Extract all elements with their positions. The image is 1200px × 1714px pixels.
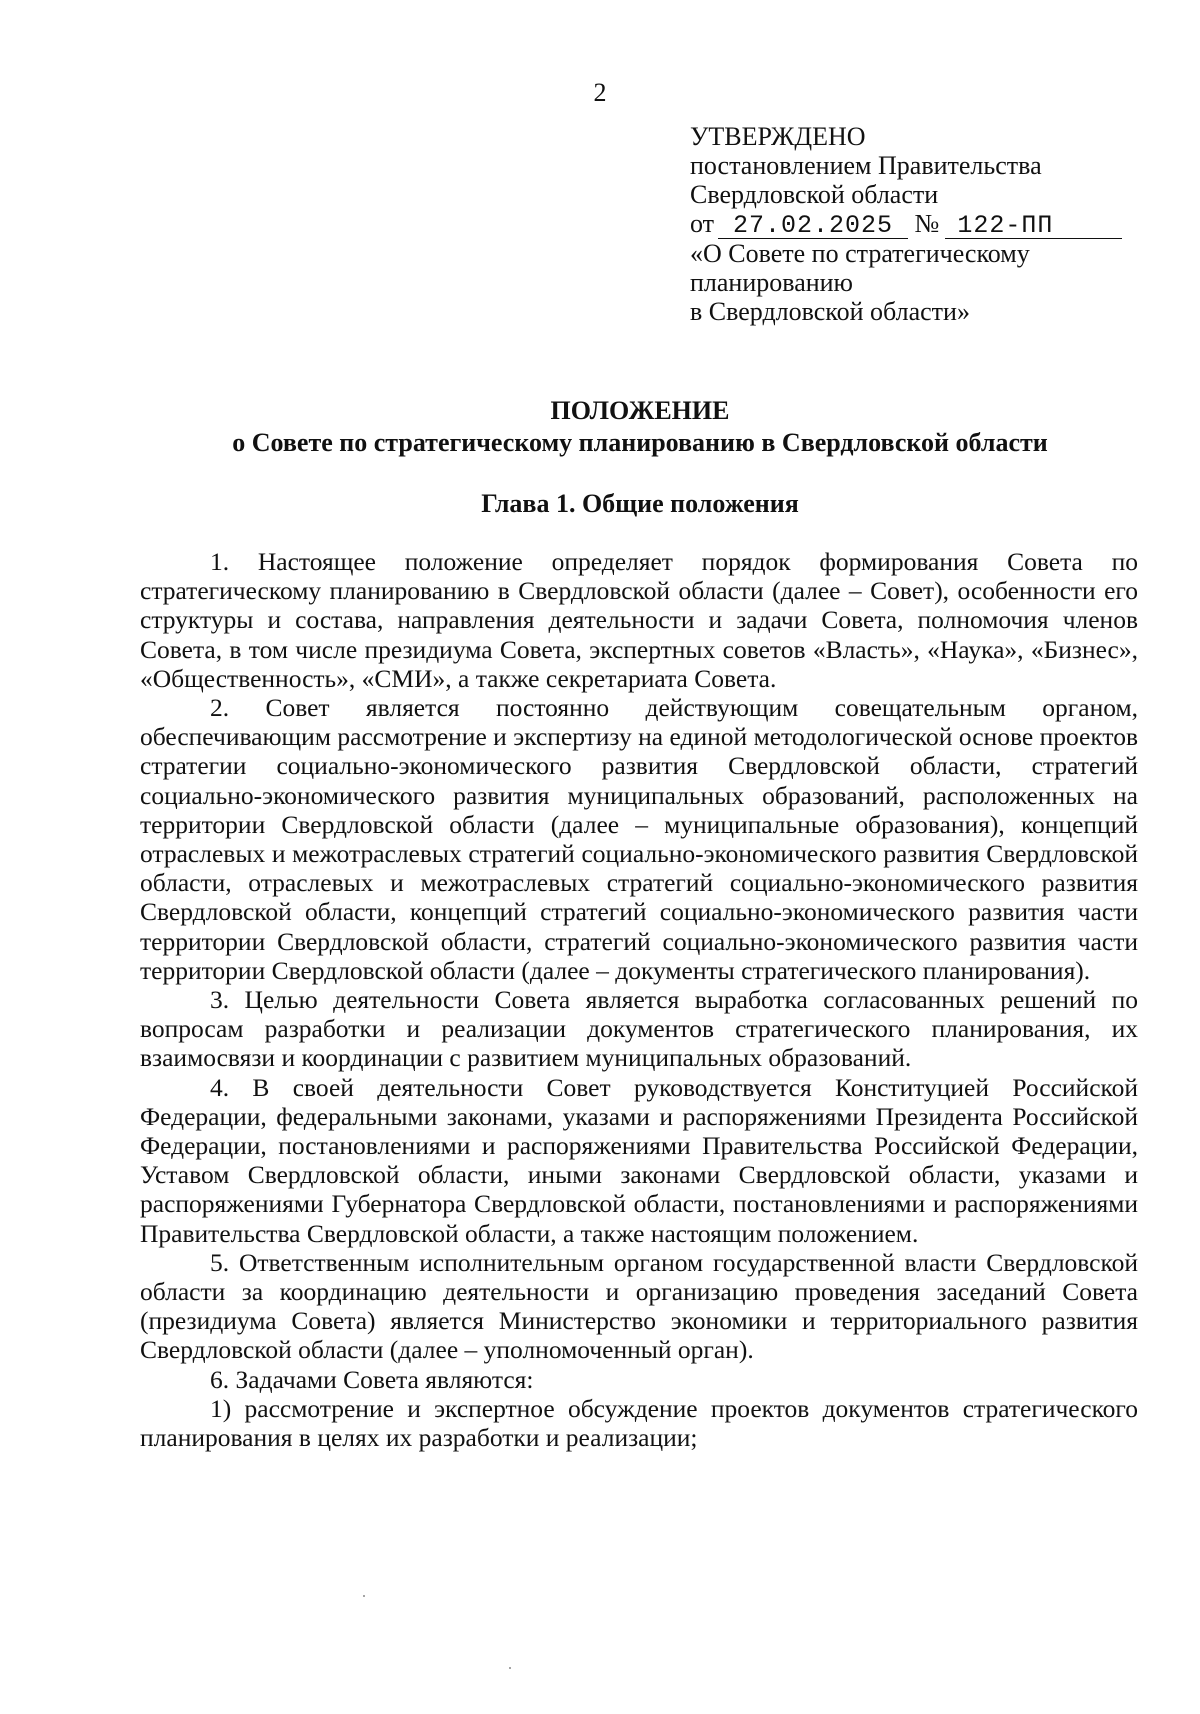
paragraph-2: 2. Совет является постоянно действующим совещательным органом, обеспечивающим рассмотрение и экспертизу на единой методологической основе проектов стратегии социально-экономического развития Свердловской области, стратегий социально-экономического развития муниципальных образований, расположенных на территории Свердловской области (далее – муниципальные образования), концепций отраслевых и межотраслевых стратегий социально-экономического развития Свердловской области, отраслевых и межотраслевых стратегий социально-экономического развития Свердловской области, концепций стратегий социально-экономического развития части территории Свердловской области, стратегий социально-экономического развития части территории Свердловской области (далее – документы стратегического планирования). [140,693,1138,985]
number-sign: № [914,209,940,238]
approval-stamp [690,122,1130,326]
approval-subject-2: планированию [690,268,853,297]
paragraph-3: 3. Целью деятельности Совета является выработка согласованных решений по вопросам разработки и реализации документов стратегического планирования, их взаимосвязи и координации с развитием муниципальных образований. [140,985,1138,1073]
page-number: 2 [593,78,607,107]
date-prefix: от [690,209,715,238]
chapter-title: Глава 1. Общие положения [481,489,799,518]
paragraph-6: 6. Задачами Совета являются: [210,1364,534,1394]
paragraph-4: 4. В своей деятельности Совет руководствуется Конституцией Российской Федерации, федеральными законами, указами и распоряжениями Президента Российской Федерации, постановлениями и распоряжениями Правительства Российской Федерации, Уставом Свердловской области, иными законами Свердловской области, указами и распоряжениями Губернатора Свердловской области, постановлениями и распоряжениями Правительства Свердловской области, а также настоящим положением. [140,1072,1138,1248]
document-title-block [140,395,1140,459]
approval-line-1: постановлением Правительства [690,151,1042,180]
paragraph-5: 5. Ответственным исполнительным органом государственной власти Свердловской области за координацию деятельности и организацию проведения заседаний Совета (президиума Совета) является Министерство экономики и территориального развития Свердловской области (далее – уполномоченный орган). [140,1247,1138,1365]
approval-subject-1: «О Совете по стратегическому [690,239,1030,268]
document-body [140,547,1138,1452]
paragraph-1: 1. Настоящее положение определяет порядок формирования Совета по стратегическому планированию в Свердловской области (далее – Совет), особенности его структуры и состава, направления деятельности и задачи Совета, полномочия членов Совета, в том числе президиума Совета, экспертных советов «Власть», «Наука», «Бизнес», «Общественность», «СМИ», а также секретариата Совета. [140,547,1138,693]
document-title: ПОЛОЖЕНИЕ [550,396,730,425]
approval-heading: УТВЕРЖДЕНО [690,122,866,151]
approval-date-line [690,209,1130,239]
approval-line-2: Свердловской области [690,180,939,209]
paragraph-6-item-1: 1) рассмотрение и экспертное обсуждение проектов документов стратегического планирования в целях их разработки и реализации; [140,1393,1138,1453]
document-subtitle: о Совете по стратегическому планированию в Свердловской области [232,428,1048,457]
approval-number: 122-ПП [945,214,1122,239]
scan-speck [363,1595,365,1597]
scan-speck [509,1667,511,1669]
approval-date: 27.02.2025 [718,214,908,239]
approval-subject-3: в Свердловской области» [690,297,970,326]
